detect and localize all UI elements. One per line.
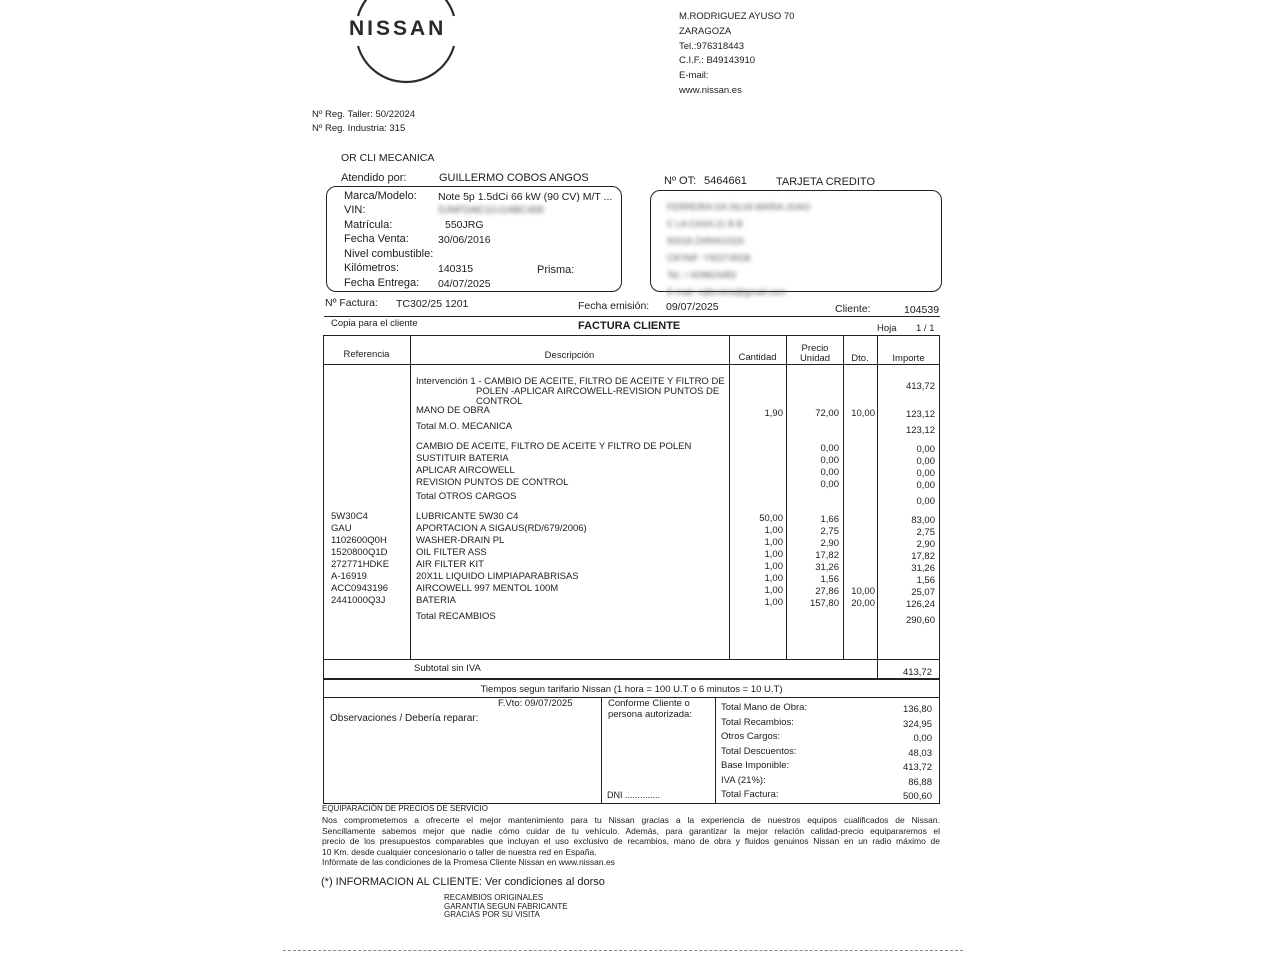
footer-divider-1 — [601, 697, 602, 804]
part-importe: 17,82 — [911, 551, 935, 562]
part-desc: WASHER-DRAIN PL — [416, 535, 505, 546]
part-desc: OIL FILTER ASS — [416, 547, 487, 558]
other-desc: CAMBIO DE ACEITE, FILTRO DE ACEITE Y FILTRO DE POLEN — [416, 441, 692, 452]
factura-label: Nº Factura: — [325, 297, 378, 309]
part-desc: AIR FILTER KIT — [416, 559, 484, 570]
part-ref: ACC0943196 — [331, 583, 389, 594]
header-importe: Importe — [892, 353, 925, 364]
total-value: 136,80 — [902, 704, 932, 715]
legal-title: EQUIPARACIÓN DE PRECIOS DE SERVICIO — [322, 804, 488, 813]
client-street: C LA CASA 21 B B — [667, 219, 743, 229]
part-desc: APORTACION A SIGAUS(RD/679/2006) — [416, 523, 587, 534]
header-dto: Dto. — [851, 353, 869, 364]
reg-taller: Nº Reg. Taller: 50/22024 — [312, 109, 416, 120]
ot-value: 5464661 — [704, 175, 747, 187]
other-price: 0,00 — [820, 479, 839, 490]
km-label: Kilómetros: — [344, 262, 400, 274]
dealer-info — [679, 10, 794, 99]
conforme-label — [608, 698, 692, 720]
intervention-line: POLEN -APLICAR AIRCOWELL-REVISION PUNTOS DE — [476, 386, 720, 397]
other-price: 0,00 — [820, 455, 839, 466]
km-value: 140315 — [438, 263, 474, 275]
dealer-web: www.nissan.es — [679, 84, 742, 96]
header-qty: Cantidad — [738, 352, 777, 363]
cliente-value: 104539 — [904, 304, 940, 316]
col-divider-price — [843, 335, 844, 659]
legal-line: Infórmate de las condiciones de la Promesa Cliente Nissan en www.nissan.es — [322, 857, 615, 867]
copia-label: Copia para el cliente — [331, 318, 418, 329]
table-bottom-rule — [323, 659, 940, 660]
intervention-title — [416, 377, 725, 407]
others-total-desc: Total OTROS CARGOS — [416, 491, 517, 502]
footer-divider-2 — [715, 697, 716, 804]
labour-total-importe: 123,12 — [905, 425, 935, 436]
emision-value: 09/07/2025 — [666, 301, 719, 313]
hoja-label: Hoja — [877, 323, 897, 334]
nivel-label: Nivel combustible: — [344, 248, 434, 260]
nissan-emblem-icon — [346, 0, 466, 84]
intervention-line: Intervención 1 - CAMBIO DE ACEITE, FILTRO DE ACEITE Y FILTRO DE — [416, 376, 725, 387]
parts-price-col — [789, 514, 839, 610]
marca-value: Note 5p 1.5dCi 66 kW (90 CV) M/T ... — [438, 191, 613, 203]
part-dto — [845, 538, 875, 550]
others-total-importe: 0,00 — [916, 496, 935, 507]
part-qty: 1,00 — [764, 537, 783, 548]
total-label: Base Imponible: — [721, 760, 790, 771]
legal-line: Nos comprometemos a ofrecerte el mejor mantenimiento para tu Nissan gracias a la experiencia de nuestros equipos cualificados de Nissan. — [322, 815, 940, 825]
part-qty: 1,00 — [764, 561, 783, 572]
part-qty: 1,00 — [764, 573, 783, 584]
part-price: 1,66 — [820, 514, 839, 525]
bottom-notes — [444, 894, 568, 920]
fecha-venta-label: Fecha Venta: — [344, 233, 409, 245]
part-importe: 1,56 — [916, 575, 935, 586]
total-label: Otros Cargos: — [721, 731, 781, 742]
part-ref: 5W30C4 — [331, 511, 368, 522]
other-desc: APLICAR AIRCOWELL — [416, 465, 515, 476]
invoice-title: FACTURA CLIENTE — [578, 320, 681, 332]
subtotal-value: 413,72 — [902, 667, 932, 678]
dealer-phone: Tel.:976318443 — [679, 40, 744, 52]
part-dto — [845, 550, 875, 562]
part-importe: 2,90 — [916, 539, 935, 550]
part-dto — [845, 514, 875, 526]
parts-total-importe: 290,60 — [905, 615, 935, 626]
part-price: 27,86 — [815, 586, 839, 597]
others-importe-col — [880, 444, 935, 492]
part-importe: 126,24 — [905, 599, 935, 610]
part-qty: 50,00 — [759, 513, 783, 524]
conforme-line: Conforme Cliente o — [608, 698, 690, 709]
marca-label: Marca/Modelo: — [344, 190, 417, 202]
totals-labels — [721, 701, 807, 803]
total-label: Total Mano de Obra: — [721, 702, 808, 713]
part-importe: 25,07 — [911, 587, 935, 598]
intervention-total: 413,72 — [905, 381, 935, 392]
entrega-value: 04/07/2025 — [438, 278, 491, 290]
vin-label: VIN: — [344, 204, 366, 216]
intervention-line: CONTROL — [476, 396, 523, 407]
total-label: IVA (21%): — [721, 774, 766, 786]
other-importe: 0,00 — [916, 444, 935, 455]
observaciones-label: Observaciones / Debería reparar: — [330, 713, 479, 724]
others-price-col — [789, 443, 839, 491]
col-divider-qty — [786, 335, 787, 659]
part-ref: A-16919 — [331, 571, 367, 582]
part-ref: 1102600Q0H — [331, 535, 387, 546]
conforme-line: persona autorizada: — [608, 709, 692, 720]
part-price: 2,90 — [820, 538, 839, 549]
part-price: 1,56 — [820, 574, 839, 585]
part-price: 2,75 — [820, 526, 839, 537]
order-type: OR CLI MECANICA — [341, 152, 435, 164]
fvto: F.Vto: 09/07/2025 — [498, 698, 573, 709]
cliente-label: Cliente: — [835, 303, 871, 315]
other-desc: REVISION PUNTOS DE CONTROL — [416, 477, 569, 488]
info-cliente: (*) INFORMACION AL CLIENTE: Ver condiciones al dorso — [321, 876, 605, 888]
parts-desc-col — [416, 511, 587, 607]
labour-price: 72,00 — [815, 408, 839, 419]
legal-line: Sencillamente sabemos mejor que nadie cómo cuidar de tu vehículo. Además, para garantizar la mejor relación calidad-precio equipararemos el — [322, 825, 940, 836]
subtotal-label: Subtotal sin IVA — [414, 663, 481, 674]
total-value: 324,95 — [902, 718, 932, 730]
total-value: 48,03 — [908, 747, 932, 759]
matricula-label: Matrícula: — [344, 219, 393, 231]
total-value: 0,00 — [913, 733, 932, 744]
entrega-label: Fecha Entrega: — [344, 277, 420, 289]
header-desc: Descripción — [544, 350, 595, 361]
client-name: FERREIRA DA SILVA MARIA JOAO — [667, 202, 811, 212]
table-header-rule — [323, 364, 940, 365]
part-ref: 272771HDKE — [331, 559, 390, 570]
other-importe: 0,00 — [916, 468, 935, 479]
other-desc: SUSTITUIR BATERIA — [416, 453, 509, 464]
totals-values — [870, 703, 932, 805]
other-price: 0,00 — [820, 443, 839, 454]
labour-importe: 123,12 — [905, 409, 935, 420]
bottom-note: GRACIAS POR SU VISITA — [444, 910, 540, 919]
labour-qty: 1,90 — [764, 408, 783, 419]
dealer-city: ZARAGOZA — [679, 25, 732, 37]
labour-desc: MANO DE OBRA — [416, 405, 490, 416]
total-value: 86,88 — [908, 776, 932, 788]
client-city: 50018 ZARAGOZA — [667, 236, 745, 246]
legal-line: 10 Km. desde cualquier concesionario o taller de nuestra red en España. — [322, 846, 597, 857]
tiempos-note: Tiempos segun tarifario Nissan (1 hora = 100 U.T o 6 minutos = 10 U.T) — [480, 684, 783, 695]
prisma-label: Prisma: — [537, 264, 575, 276]
dealer-email: E-mail: — [679, 70, 709, 82]
parts-ref-col — [331, 511, 389, 607]
col-divider-dto — [877, 335, 878, 679]
legal-paragraph — [322, 815, 940, 868]
labour-dto: 10,00 — [851, 408, 875, 419]
total-label: Total Descuentos: — [721, 745, 797, 757]
col-divider-ref — [410, 335, 411, 659]
total-value: 413,72 — [902, 762, 932, 773]
part-desc: AIRCOWELL 997 MENTOL 100M — [416, 583, 559, 594]
header-rule — [324, 316, 940, 317]
emision-label: Fecha emisión: — [578, 300, 650, 312]
attended-value: GUILLERMO COBOS ANGOS — [439, 172, 589, 184]
part-desc: 20X1L LIQUIDO LIMPIAPARABRISAS — [416, 571, 579, 582]
client-nif: CIF/NIF: Y9227491B — [667, 253, 751, 263]
page-edge — [283, 950, 963, 951]
client-info — [667, 199, 810, 301]
part-ref: 1520800Q1D — [331, 547, 388, 558]
total-value: 500,60 — [902, 791, 932, 802]
part-desc: BATERIA — [416, 595, 456, 606]
part-qty: 1,00 — [764, 585, 783, 596]
part-dto — [845, 562, 875, 574]
parts-total-desc: Total RECAMBIOS — [416, 611, 496, 622]
part-qty: 1,00 — [764, 549, 783, 560]
other-price: 0,00 — [820, 467, 839, 478]
part-importe: 31,26 — [911, 563, 935, 574]
header-price: Precio Unidad — [799, 343, 831, 364]
header-ref: Referencia — [343, 349, 390, 360]
other-importe: 0,00 — [916, 480, 935, 491]
matricula-value: 550JRG — [445, 219, 484, 231]
part-price: 31,26 — [815, 562, 839, 573]
col-divider-desc — [729, 335, 730, 659]
part-price: 157,80 — [809, 598, 839, 609]
legal-line: precio de los presupuestos comparables que incluyan el uso exclusivo de recambios, mano de obra y fluidos genuinos Nissan en un radio máximo de — [322, 836, 940, 846]
part-dto: 20,00 — [851, 598, 875, 609]
client-tel: Tel.: / 609824483 — [667, 270, 737, 280]
payment-method: TARJETA CREDITO — [776, 176, 876, 188]
dni-field: DNI .............. — [607, 790, 661, 800]
labour-total-desc: Total M.O. MECANICA — [416, 421, 513, 432]
others-desc-col — [416, 441, 691, 489]
factura-value: TC302/25 1201 — [396, 298, 469, 310]
part-qty: 1,00 — [764, 597, 783, 608]
part-ref: GAU — [331, 523, 352, 534]
part-dto: 10,00 — [851, 586, 875, 597]
part-dto — [845, 574, 875, 586]
client-email: E-mail: mjferreira@gmail.com — [667, 287, 786, 297]
attended-label: Atendido por: — [341, 172, 407, 184]
part-qty: 1,00 — [764, 525, 783, 536]
dealer-cif: C.I.F.: B49143910 — [679, 55, 756, 67]
bottom-note: RECAMBIOS ORIGINALES — [444, 893, 544, 902]
bottom-note: GARANTIA SEGUN FABRICANTE — [444, 901, 568, 911]
part-importe: 83,00 — [911, 515, 935, 526]
parts-qty-col — [733, 513, 783, 609]
other-importe: 0,00 — [916, 456, 935, 467]
part-price: 17,82 — [815, 550, 839, 561]
parts-importe-col — [880, 515, 935, 611]
part-importe: 2,75 — [916, 527, 935, 538]
total-label: Total Recambios: — [721, 716, 794, 728]
parts-dto-col — [845, 514, 875, 610]
brand-name: NISSAN — [349, 17, 447, 40]
dealer-address: M.RODRIGUEZ AYUSO 70 — [679, 11, 795, 22]
part-ref: 2441000Q3J — [331, 595, 386, 606]
part-desc: LUBRICANTE 5W30 C4 — [416, 511, 519, 522]
vin-value: SJNFDAE11U1ABC456 — [438, 205, 544, 216]
hoja-value: 1 / 1 — [916, 323, 935, 334]
ot-label: Nº OT: — [664, 175, 697, 187]
reg-industria: Nº Reg. Industria: 315 — [312, 123, 406, 134]
part-dto — [845, 526, 875, 538]
total-label: Total Factura: — [721, 789, 779, 800]
fecha-venta-value: 30/06/2016 — [438, 234, 491, 246]
